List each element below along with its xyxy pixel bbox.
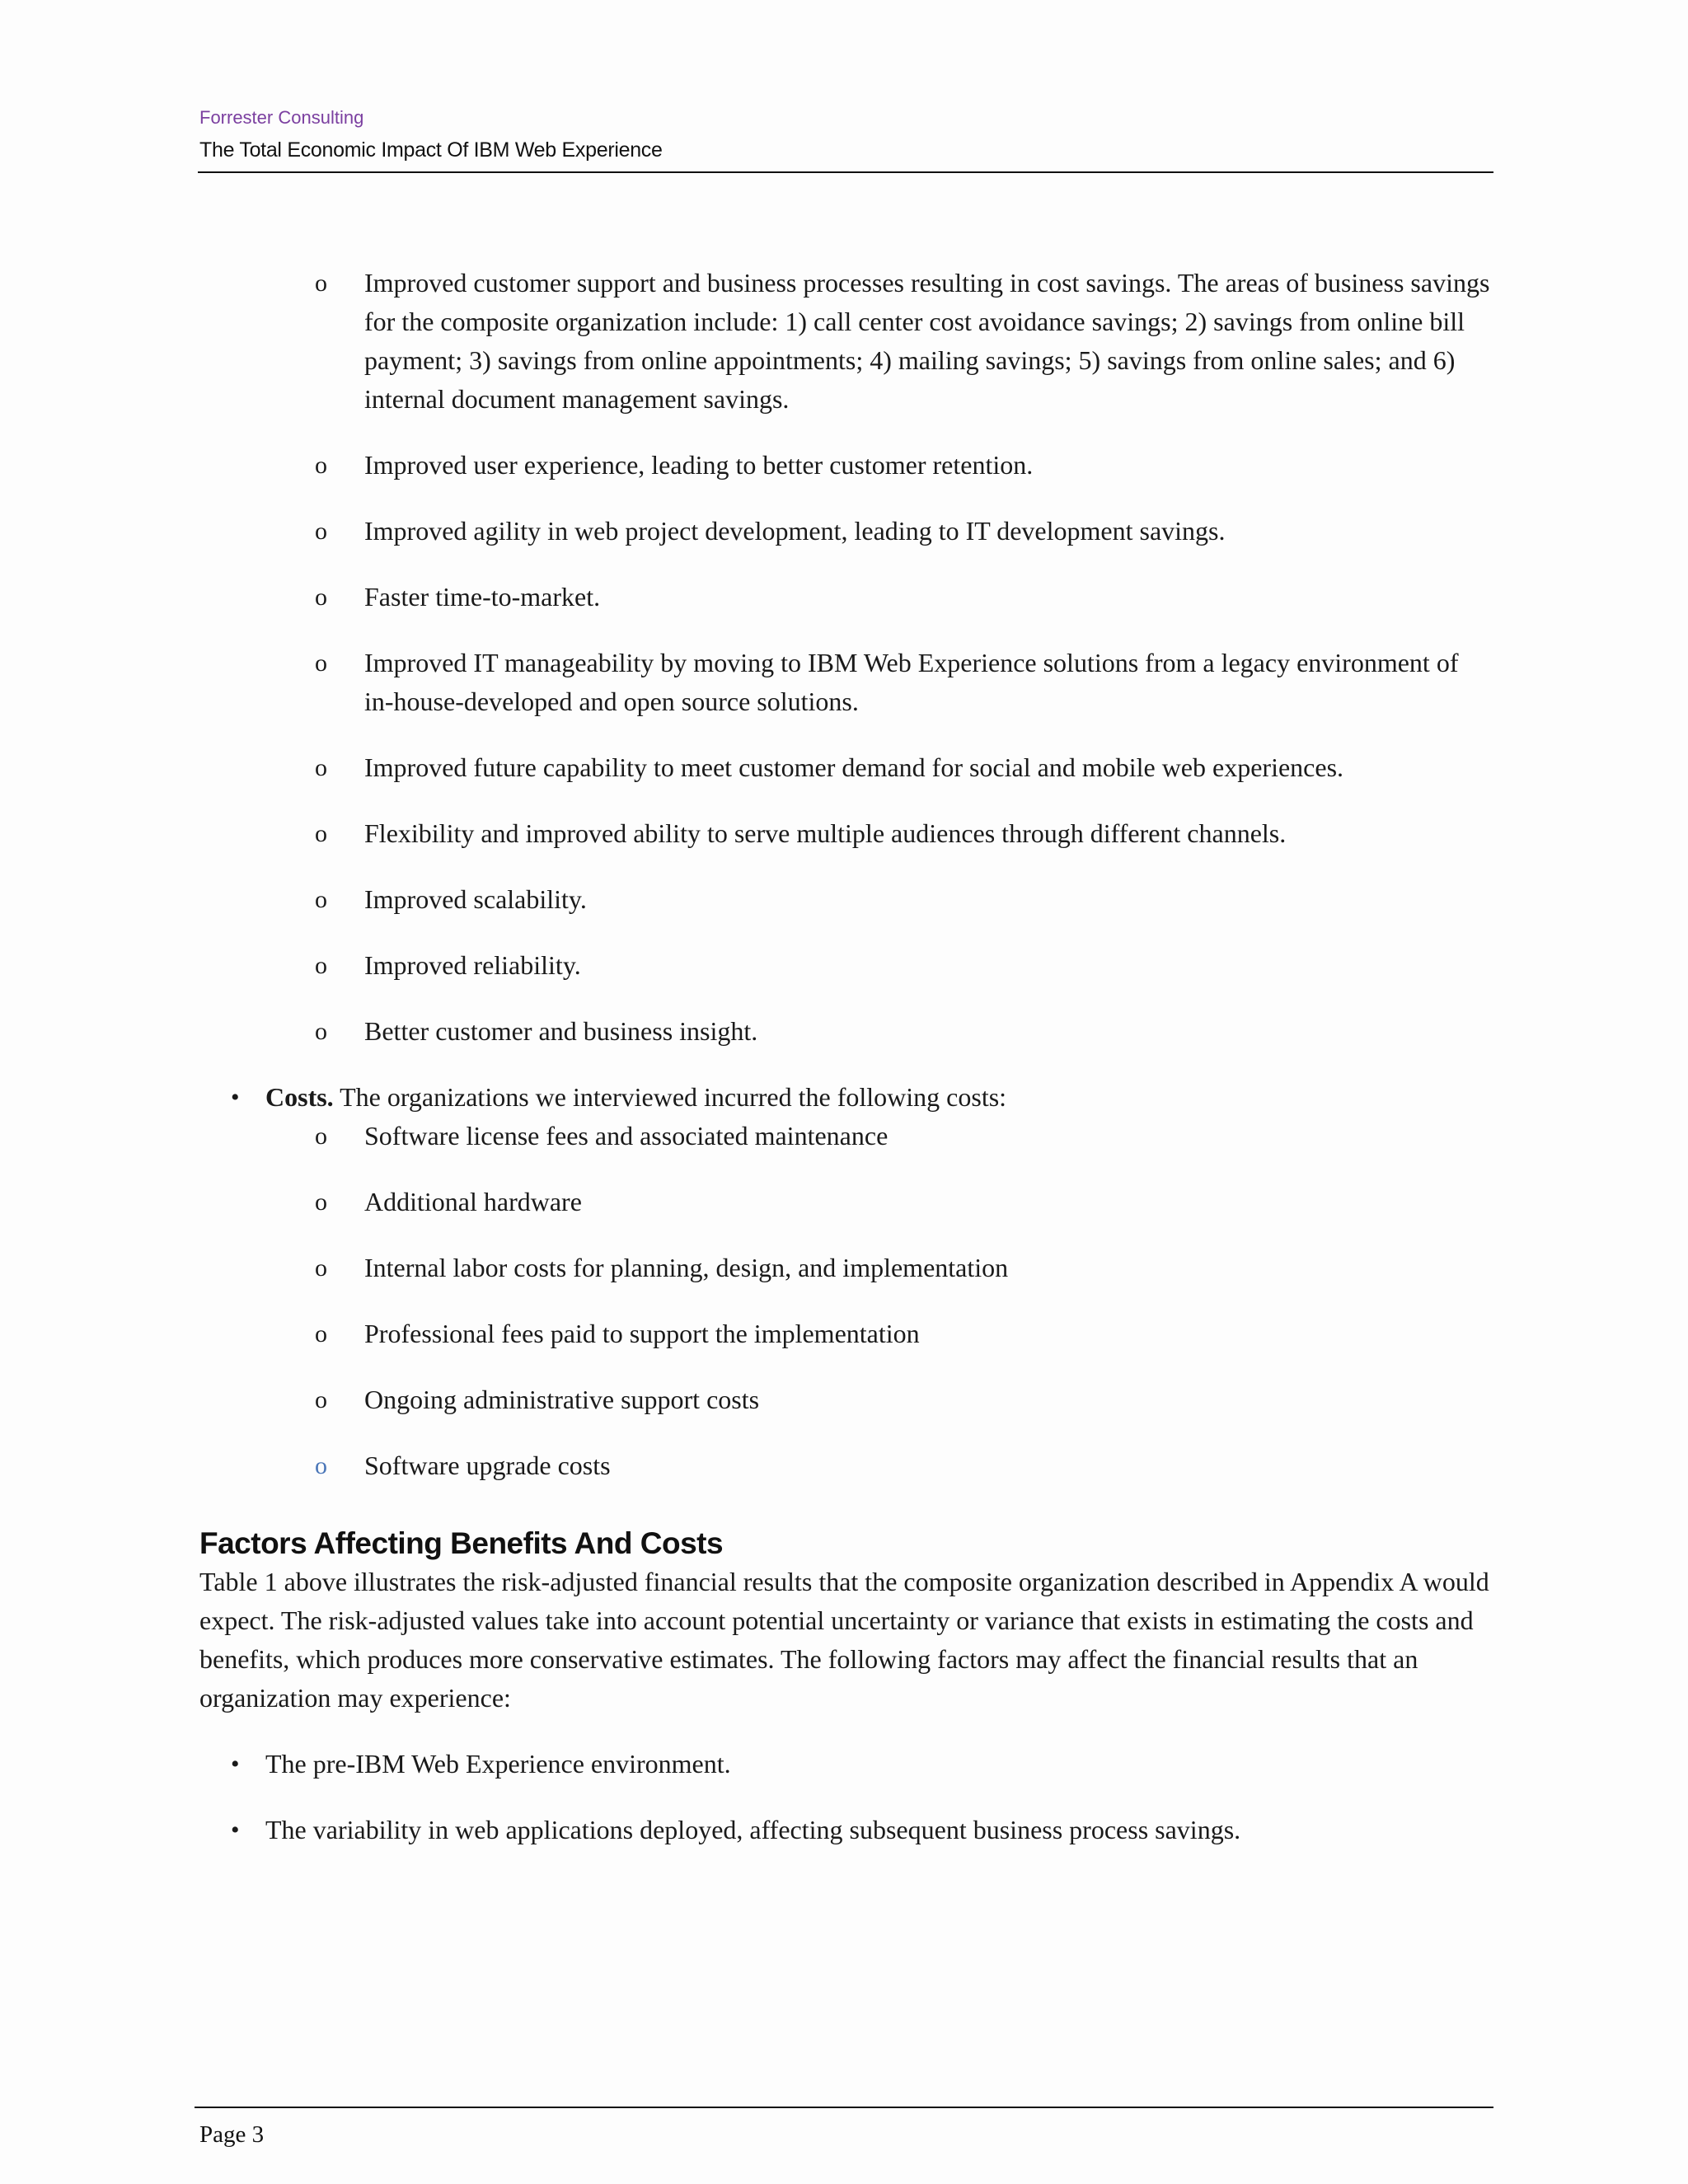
list-item: o Better customer and business insight. <box>198 1012 1493 1051</box>
circle-bullet-icon: o <box>315 583 327 611</box>
list-item: o Internal labor costs for planning, design, and implementation <box>198 1249 1493 1287</box>
circle-bullet-icon: o <box>315 1386 327 1413</box>
list-item: o Flexibility and improved ability to serve multiple audiences through different channels. <box>198 814 1493 853</box>
circle-bullet-icon: o <box>315 649 327 677</box>
list-item: • The variability in web applications deployed, affecting subsequent business process savings. <box>198 1811 1493 1849</box>
factors-list <box>198 1745 1493 1849</box>
section-heading: Factors Affecting Benefits And Costs <box>199 1526 724 1560</box>
circle-bullet-icon: o <box>315 1320 327 1347</box>
benefits-sublist <box>198 264 1493 1051</box>
circle-bullet-icon: o <box>315 886 327 913</box>
section-paragraph: Table 1 above illustrates the risk-adjusted financial results that the composite organization described in Appendix A would expect. The risk-adjusted values take into account potential uncertainty or variance that exists in estimating the costs and benefits, which produces more conservative estimates. The following factors may affect the financial results that an organization may experience: <box>199 1567 1489 1713</box>
costs-sublist <box>198 1117 1493 1485</box>
list-item: o Additional hardware <box>198 1183 1493 1221</box>
circle-bullet-icon: o <box>315 518 327 545</box>
list-item: • The pre-IBM Web Experience environment. <box>198 1745 1493 1783</box>
costs-list-top <box>198 1078 1493 1485</box>
circle-bullet-icon: o <box>315 1188 327 1216</box>
list-item: o Improved agility in web project development, leading to IT development savings. <box>198 512 1493 551</box>
circle-bullet-icon: o <box>315 820 327 847</box>
circle-bullet-icon: o <box>315 1122 327 1150</box>
circle-bullet-icon: o <box>315 754 327 781</box>
list-item: o Improved scalability. <box>198 880 1493 919</box>
document-title: The Total Economic Impact Of IBM Web Experience <box>199 138 663 162</box>
list-item: o Improved customer support and business processes resulting in cost savings. The areas of business savings for the composite organization include: 1) call center cost avoidance savings; 2) savings from online bill payment; 3) savings from online appointments; 4) mailing savings; 5) savings from online sales; and 6) internal document management savings. <box>198 264 1493 419</box>
costs-intro: The organizations we interviewed incurred the following costs: <box>333 1082 1007 1112</box>
list-item: o Improved user experience, leading to better customer retention. <box>198 446 1493 485</box>
list-item: o Software license fees and associated maintenance <box>198 1117 1493 1155</box>
page-content <box>198 264 1493 1877</box>
list-item: o Improved IT manageability by moving to IBM Web Experience solutions from a legacy environment of in-house-developed and open source solutions. <box>198 644 1493 721</box>
page-footer <box>195 2107 1493 2148</box>
bullet-icon: • <box>231 1816 240 1844</box>
page-header <box>198 104 1493 173</box>
circle-bullet-icon: o <box>315 452 327 479</box>
circle-bullet-icon: o <box>315 1452 327 1479</box>
list-item: o Software upgrade costs <box>198 1446 1493 1485</box>
list-item: o Improved future capability to meet customer demand for social and mobile web experiences. <box>198 748 1493 787</box>
circle-bullet-icon: o <box>315 1018 327 1045</box>
bullet-icon: • <box>231 1750 240 1778</box>
costs-item <box>198 1078 1493 1485</box>
list-item: o Faster time-to-market. <box>198 578 1493 616</box>
list-item: o Improved reliability. <box>198 946 1493 985</box>
circle-bullet-icon: o <box>315 269 327 297</box>
circle-bullet-icon: o <box>315 1254 327 1282</box>
bullet-icon: • <box>231 1084 240 1111</box>
costs-label: Costs. <box>265 1082 334 1112</box>
page-number: Page 3 <box>199 2121 265 2148</box>
company-name: Forrester Consulting <box>199 107 364 128</box>
list-item: o Professional fees paid to support the implementation <box>198 1315 1493 1353</box>
circle-bullet-icon: o <box>315 952 327 979</box>
list-item: o Ongoing administrative support costs <box>198 1380 1493 1419</box>
